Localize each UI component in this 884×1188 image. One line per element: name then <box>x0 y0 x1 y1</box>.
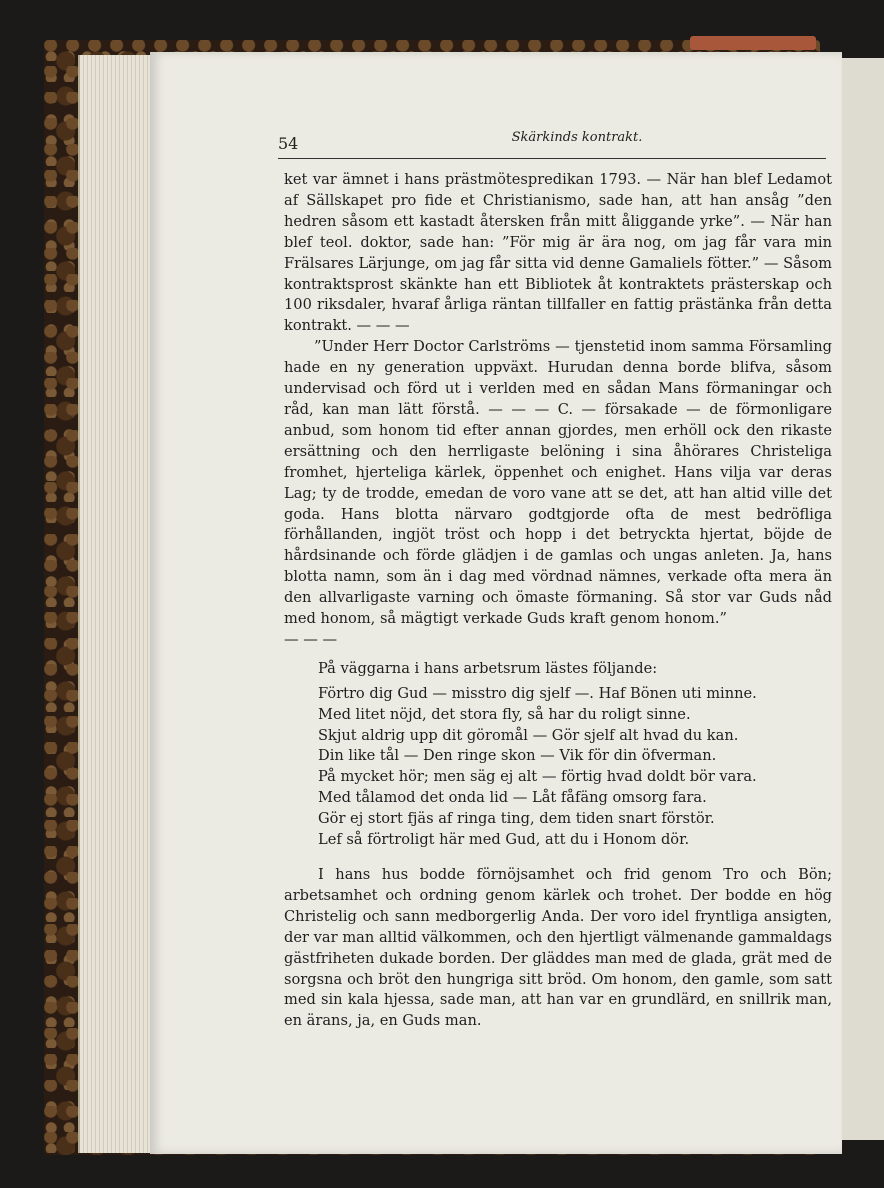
verse-line: Gör ej stort fjäs af ringa ting, dem tiden snart förstör. <box>318 810 715 828</box>
page-header <box>278 128 826 159</box>
section-dashes: — — — <box>284 630 338 648</box>
verse-line: Med tålamod det onda lid — Låt fåfäng omsorg fara. <box>318 789 707 807</box>
paragraph-1: ket var ämnet i hans prästmötespredikan 1793. — När han blef Ledamot af Sällskapet pro fide et Christianismo, sade han, att han ansåg ”den hedren såsom ett kastadt återsken från mitt åliggande yrke”. — När han blef teol. doktor, sade han: ”För mig är ära nog, om jag får vara min Frälsares Lärjunge, om jag får sitta vid denne Gamaliels fötter.” — Såsom kontraktsprost skänkte han ett Bibliotek åt kontraktets prästerskap och 100 riksdaler, hvaraf årliga räntan tillfaller en fattig prästänka från detta kontrakt. — — — <box>284 171 832 335</box>
running-title: Skärkinds kontrakt. <box>511 130 643 145</box>
paragraph-3: På väggarna i hans arbetsrum lästes följande: <box>318 659 658 677</box>
verse-line: På mycket hör; men säg ej alt — förtig hvad doldt bör vara. <box>318 768 757 786</box>
verse-line: Förtro dig Gud — misstro dig sjelf —. Haf Bönen uti minne. <box>318 684 757 702</box>
page-number: 54 <box>278 134 299 153</box>
paragraph-2: ”Under Herr Doctor Carlströms — tjenstetid inom samma Församling hade en ny generation uppväxt. Hurudan denna borde blifva, såsom undervisad och förd ut i verlden med en sådan Mans förmaningar och råd, kan man lätt förstå. — — — C. — försakade — de förmonligare anbud, som honom tid efter annan gjordes, men erhöll ock den rikaste ersättning och den herrligaste belöning i sina åhörares Christeliga fromhet, hjerteliga kärlek, öppenhet och enighet. Hans vilja var deras Lag; ty de trodde, emedan de voro vane att se det, att han altid ville det goda. Hans blotta närvaro godtgjorde ofta de mest bedröfliga förhållanden, ingjöt tröst och hopp i det betryckta hjertat, böjde de hårdsinande och förde glädjen i de gamlas och ungas anleten. Ja, hans blotta namn, som än i dag med vördnad nämnes, verkade ofta mera än den allvarligaste varning och ömaste förmaning. Så stor var Guds nåd med honom, så mägtigt verkade Guds kraft genom honom.” <box>284 338 832 628</box>
verse-line: Lef så förtroligt här med Gud, att du i Honom dör. <box>318 831 690 849</box>
verse-line: Med litet nöjd, det stora fly, så har du roligt sinne. <box>318 705 691 723</box>
cover-spine-edge <box>690 36 816 50</box>
verse-block <box>318 684 832 851</box>
verse-line: Din like tål — Den ringe skon — Vik för din öfverman. <box>318 747 717 765</box>
page-body <box>284 170 832 1032</box>
paragraph-4: I hans hus bodde förnöjsamhet och frid genom Tro och Bön; arbetsamhet och ordning genom kärlek och trohet. Der bodde en hög Christelig och sann medborgerlig Anda. Der voro idel fryntliga ansigten, der var man alltid välkommen, och den hjertligt välmenande gammaldags gästfriheten dukade borden. Der gläddes man med de glada, grät med de sorgsna och bröt den hungriga sitt bröd. Om honom, den gamle, som satt med sin kala hjessa, sade man, att han var en grundlärd, en snillrik man, en ärans, ja, en Guds man. <box>284 866 832 1030</box>
facing-page-edge <box>842 58 884 1140</box>
verse-line: Skjut aldrig upp dit göromål — Gör sjelf alt hvad du kan. <box>318 726 739 744</box>
